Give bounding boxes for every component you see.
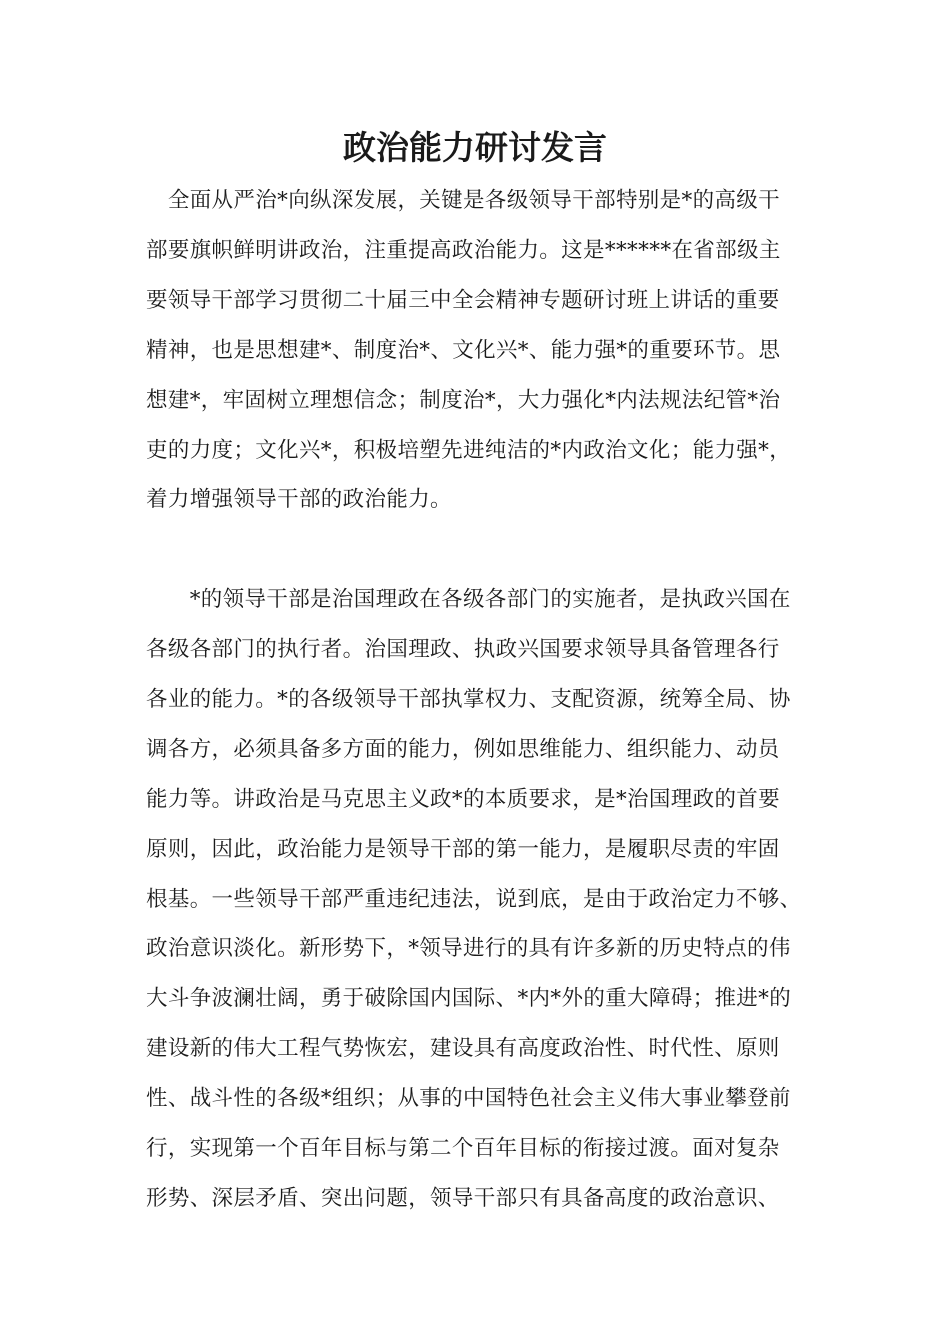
paragraph-1-line-5: 想建*，牢固树立理想信念；制度治*，大力强化*内法规法纪管*治 — [146, 388, 781, 413]
paragraph-1-line-3: 要领导干部学习贯彻二十届三中全会精神专题研讨班上讲话的重要 — [146, 288, 780, 313]
paragraph-2-line-7: 根基。一些领导干部严重违纪违法，说到底，是由于政治定力不够、 — [146, 887, 802, 912]
paragraph-1-line-6: 吏的力度；文化兴*，积极培塑先进纯洁的*内政治文化；能力强*， — [146, 438, 792, 463]
paragraph-2-line-8: 政治意识淡化。新形势下，*领导进行的具有许多新的历史特点的伟 — [146, 936, 791, 961]
paragraph-2-line-9: 大斗争波澜壮阔，勇于破除国内国际、*内*外的重大障碍；推进*的 — [146, 986, 792, 1011]
paragraph-2-line-12: 行，实现第一个百年目标与第二个百年目标的衔接过渡。面对复杂 — [146, 1136, 780, 1161]
paragraph-1-line-1: 全面从严治*向纵深发展，关键是各级领导干部特别是*的高级干 — [146, 188, 781, 213]
paragraph-2-line-2: 各级各部门的执行者。治国理政、执政兴国要求领导具备管理各行 — [146, 637, 780, 662]
paragraph-2-line-6: 原则，因此，政治能力是领导干部的第一能力，是履职尽责的牢固 — [146, 837, 780, 862]
paragraph-2-line-3: 各业的能力。*的各级领导干部执掌权力、支配资源，统筹全局、协 — [146, 687, 791, 712]
paragraph-2-line-4: 调各方，必须具备多方面的能力，例如思维能力、组织能力、动员 — [146, 737, 780, 762]
document-title: 政治能力研讨发言 — [343, 128, 607, 167]
paragraph-2-line-1: *的领导干部是治国理政在各级各部门的实施者，是执政兴国在 — [146, 587, 791, 612]
paragraph-2-line-13: 形势、深层矛盾、突出问题，领导干部只有具备高度的政治意识、 — [146, 1186, 780, 1211]
paragraph-1-line-7: 着力增强领导干部的政治能力。 — [146, 487, 452, 512]
paragraph-1-line-4: 精神，也是思想建*、制度治*、文化兴*、能力强*的重要环节。思 — [146, 338, 781, 363]
paragraph-2-line-11: 性、战斗性的各级*组织；从事的中国特色社会主义伟大事业攀登前 — [146, 1086, 791, 1111]
paragraph-1-line-2: 部要旗帜鲜明讲政治，注重提高政治能力。这是******在省部级主 — [146, 238, 781, 263]
paragraph-2-line-10: 建设新的伟大工程气势恢宏，建设具有高度政治性、时代性、原则 — [146, 1036, 780, 1061]
paragraph-2-line-5: 能力等。讲政治是马克思主义政*的本质要求，是*治国理政的首要 — [146, 787, 781, 812]
